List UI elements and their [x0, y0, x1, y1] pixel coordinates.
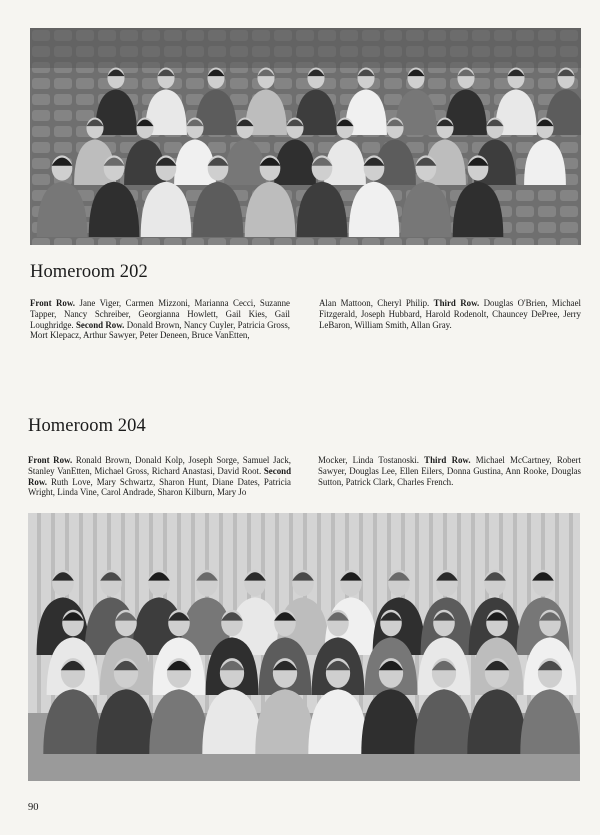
caption-names: Jane Viger, Carmen Mizzoni, Marianna Cecci, Suzanne Tapper, Nancy Schreiber, Georgianna Howlett, Gail Kies, Gail Loughridge.	[30, 298, 291, 330]
caption-row-label: Front Row.	[30, 298, 76, 308]
caption-row-label: Front Row.	[28, 455, 73, 465]
caption-row-label: Third Row.	[424, 455, 471, 465]
homeroom-202-title: Homeroom 202	[30, 262, 148, 282]
caption-names: Michael McCartney, Robert Sawyer, Douglas Lee, Ellen Eilers, Donna Gustina, Ann Rooke, Douglas Sutton, Patrick Clark, Charles French.	[318, 455, 581, 487]
homeroom-204-caption-right	[318, 455, 581, 487]
caption-row-label: Second Row.	[75, 319, 125, 330]
caption-row-label: Second Row.	[28, 465, 291, 487]
caption-names: Douglas O'Brien, Michael Fitzgerald, Joseph Hubbard, Harold Rodenolt, Chauncey DePree, Jerry LeBaron, William Smith, Allan Gray.	[319, 298, 582, 330]
caption-names: Ronald Brown, Donald Kolp, Joseph Sorge, Samuel Jack, Stanley VanEtten, Michael Gross, Richard Anastasi, David Root.	[28, 455, 291, 476]
caption-names: Mocker, Linda Tostanoski.	[318, 455, 425, 465]
page-number: 90	[28, 802, 39, 813]
homeroom-202-photo-image	[30, 28, 581, 245]
homeroom-202-photo	[30, 28, 581, 245]
caption-names: Alan Mattoon, Cheryl Philip.	[319, 298, 434, 308]
caption-names: Donald Brown, Nancy Cuyler, Patricia Gross, Mort Klepacz, Arthur Sawyer, Peter Deneen, Bruce VanEtten,	[30, 319, 290, 341]
homeroom-204-caption-left	[28, 455, 291, 498]
homeroom-202-caption-right	[319, 298, 581, 330]
homeroom-202-caption-left	[30, 298, 290, 341]
homeroom-204-title: Homeroom 204	[28, 416, 146, 436]
caption-row-label: Third Row.	[433, 298, 480, 308]
homeroom-204-photo	[28, 513, 580, 781]
homeroom-204-photo-image	[28, 513, 580, 781]
caption-names: Ruth Love, Mary Schwartz, Sharon Hunt, Diane Dates, Patricia Wright, Linda Vine, Carol Andrade, Sharon Kilburn, Mary Jo	[28, 476, 291, 498]
